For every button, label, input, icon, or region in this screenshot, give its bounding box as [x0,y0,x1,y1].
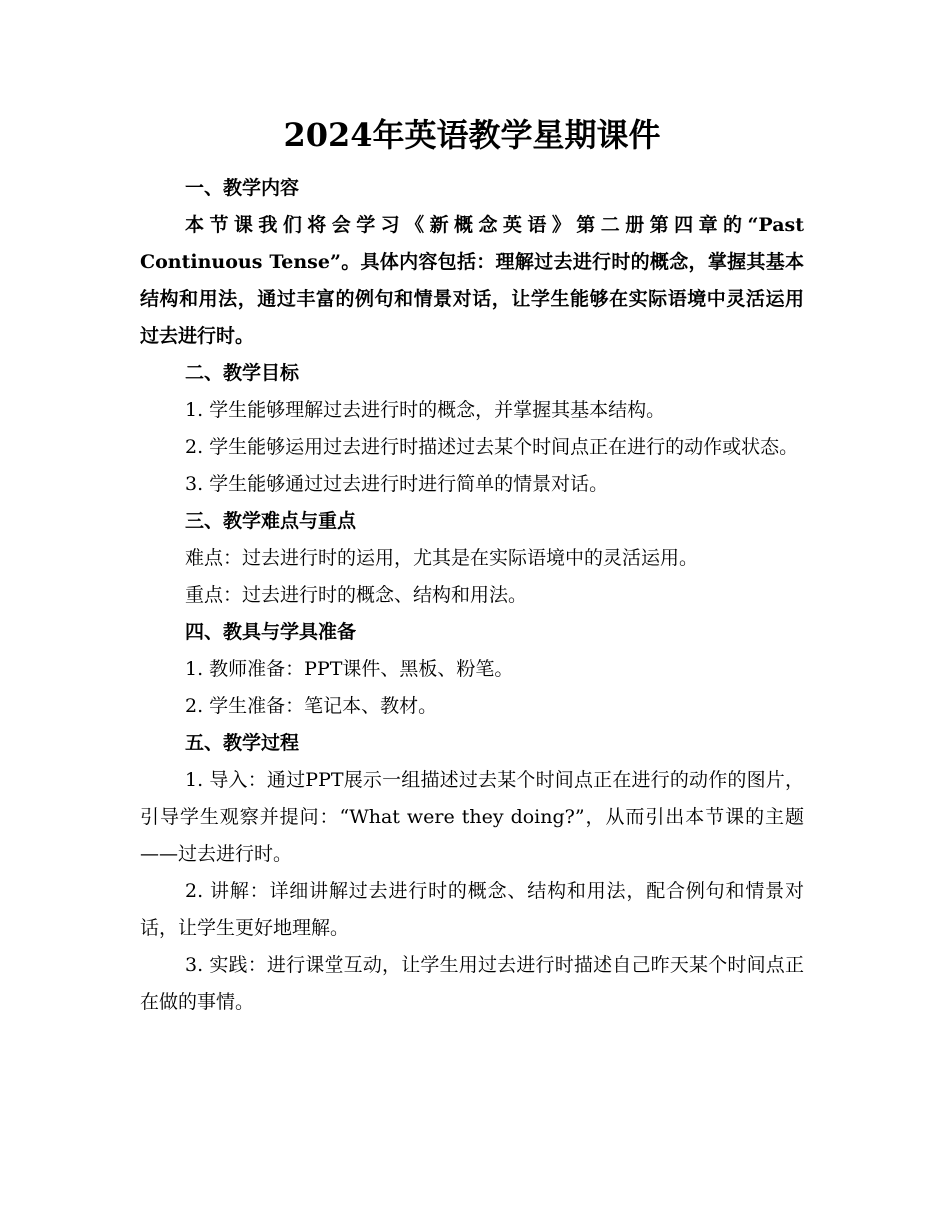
list-item: 1. 教师准备：PPT课件、黑板、粉笔。 [185,658,514,680]
list-item: 1. 导入：通过PPT展示一组描述过去某个时间点正在进行的动作的图片，引导学生观察并提问：“What were they doing?”，从而引出本节课的主题——过去进行时。 [140,769,804,865]
list-item: 难点：过去进行时的运用，尤其是在实际语境中的灵活运用。 [185,547,699,569]
section-heading: 三、教学难点与重点 [185,510,357,532]
list-item: 2. 学生准备：笔记本、教材。 [185,695,438,717]
section-difficulties [140,503,804,614]
section-paragraph: 本节课我们将会学习《新概念英语》第二册第四章的“Past Continuous Tense”。具体内容包括：理解过去进行时的概念，掌握其基本结构和用法，通过丰富的例句和情景对话，让学生能够在实际语境中灵活运用过去进行时。 [140,214,804,347]
list-item: 3. 实践：进行课堂互动，让学生用过去进行时描述自己昨天某个时间点正在做的事情。 [140,954,804,1013]
list-item: 2. 学生能够运用过去进行时描述过去某个时间点正在进行的动作或状态。 [185,436,799,458]
section-content [140,170,804,355]
section-materials [140,614,804,725]
list-item: 3. 学生能够通过过去进行时进行简单的情景对话。 [185,473,609,495]
document-page [140,112,804,1021]
section-heading: 二、教学目标 [185,362,300,384]
section-heading: 一、教学内容 [185,177,300,199]
document-title: 2024年英语教学星期课件 [283,116,661,154]
section-heading: 四、教具与学具准备 [185,621,357,643]
section-heading: 五、教学过程 [185,732,300,754]
list-item: 2. 讲解：详细讲解过去进行时的概念、结构和用法，配合例句和情景对话，让学生更好地理解。 [140,880,804,939]
section-objectives [140,355,804,503]
list-item: 重点：过去进行时的概念、结构和用法。 [185,584,528,606]
section-process [140,725,804,1021]
list-item: 1. 学生能够理解过去进行时的概念，并掌握其基本结构。 [185,399,666,421]
